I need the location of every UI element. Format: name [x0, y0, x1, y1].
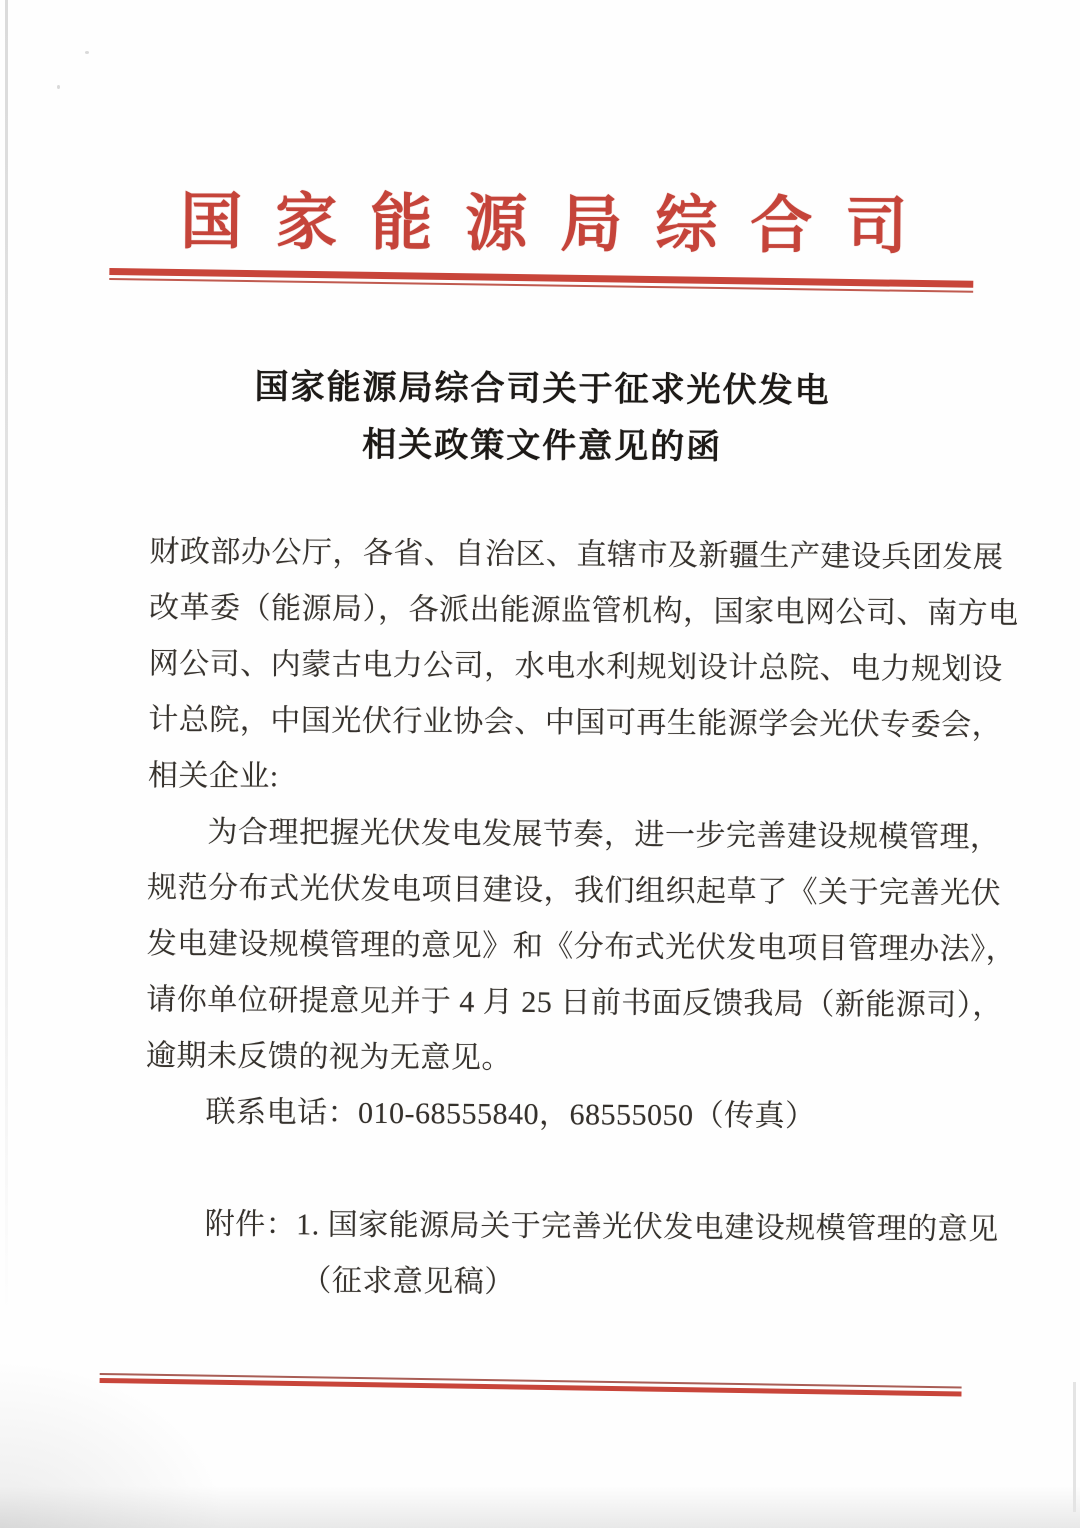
scan-left-edge-line	[5, 0, 8, 1320]
scan-corner-shadow	[0, 1358, 230, 1528]
recipients-line: 相关企业:	[147, 759, 279, 794]
attachment-draft-note: （征求意见稿）	[301, 1264, 515, 1299]
recipients-line: 改革委（能源局），各派出能源监管机构，国家电网公司、南方电	[148, 591, 1019, 631]
scan-right-edge-streak	[1073, 1382, 1076, 1512]
document-title-line1: 国家能源局综合司关于征求光伏发电	[254, 368, 831, 411]
scan-dust-speck	[85, 51, 89, 54]
main-paragraph-line: 请你单位研提意见并于 4 月 25 日前书面反馈我局（新能源司），	[146, 983, 1003, 1023]
attachment-line: 附件：1. 国家能源局关于完善光伏发电建设规模管理的意见	[204, 1207, 999, 1247]
contact-phone-line: 联系电话：010-68555840，68555050（传真）	[205, 1095, 816, 1133]
document-title	[2, 357, 1080, 479]
main-paragraph-line: 为合理把握光伏发电发展节奏，进一步完善建设规模管理，	[207, 815, 1001, 855]
letterhead-title: 国家能源局综合司	[179, 188, 941, 262]
scan-dust-speck	[57, 85, 60, 89]
main-paragraph-line: 逾期未反馈的视为无意见。	[145, 1039, 513, 1075]
main-paragraph-line: 规范分布式光伏发电项目建设，我们组织起草了《关于完善光伏	[146, 871, 1002, 911]
recipients-line: 计总院，中国光伏行业协会、中国可再生能源学会光伏专委会，	[148, 703, 1003, 743]
letter-body	[144, 524, 1019, 1314]
recipients-line: 财政部办公厅，各省、自治区、直辖市及新疆生产建设兵团发展	[149, 535, 1004, 575]
main-paragraph-line: 发电建设规模管理的意见》和《分布式光伏发电项目管理办法》，	[146, 927, 1017, 967]
letterhead-rule-top	[109, 268, 973, 293]
recipients-line: 网公司、内蒙古电力公司，水电水利规划设计总院、电力规划设	[148, 647, 1003, 687]
document-title-line2: 相关政策文件意见的函	[362, 426, 723, 467]
